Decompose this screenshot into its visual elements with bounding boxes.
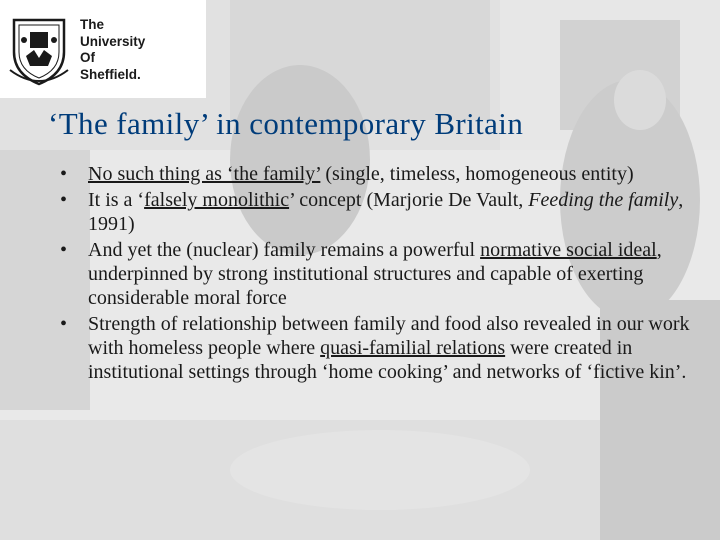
bullet-item xyxy=(60,238,700,311)
citation-title: Feeding the family xyxy=(528,188,679,211)
bullet-text: , underpinned by strong institutional structures and capable of exerting considerable moral force xyxy=(88,238,662,310)
university-name-line: Of xyxy=(80,50,95,65)
bullet-item xyxy=(60,188,700,236)
university-logo xyxy=(0,0,206,98)
emphasized-phrase: quasi-familial relations xyxy=(320,336,506,359)
bullet-text: Strength of relationship between family and food also revealed in our work with homeless people where xyxy=(88,312,690,359)
bullet-list xyxy=(60,162,700,386)
bullet-item xyxy=(60,312,700,385)
bullet-item xyxy=(60,162,700,186)
emphasized-phrase: No such thing as ‘the family’ xyxy=(88,163,321,185)
emphasized-phrase: falsely monolithic xyxy=(144,188,290,211)
emphasized-phrase: normative social ideal xyxy=(480,238,657,261)
bullet-text: were created in institutional settings through ‘home cooking’ and networks of ‘fictive kin’. xyxy=(88,336,687,384)
bullet-text: And yet the (nuclear) family remains a powerful xyxy=(88,238,481,261)
bullet-text: It is a ‘ xyxy=(88,188,145,211)
bullet-text: , 1991) xyxy=(88,188,684,235)
university-name-line: Sheffield. xyxy=(80,66,141,82)
bullet-text: (single, timeless, homogeneous entity) xyxy=(320,163,634,185)
university-name-line: The xyxy=(80,17,105,32)
slide-title: ‘The family’ in contemporary Britain xyxy=(48,106,524,141)
bullet-text: ’ concept (Marjorie De Vault, xyxy=(289,188,529,211)
university-name-line: University xyxy=(80,33,146,49)
university-name xyxy=(80,17,145,83)
university-crest-icon xyxy=(8,12,70,86)
